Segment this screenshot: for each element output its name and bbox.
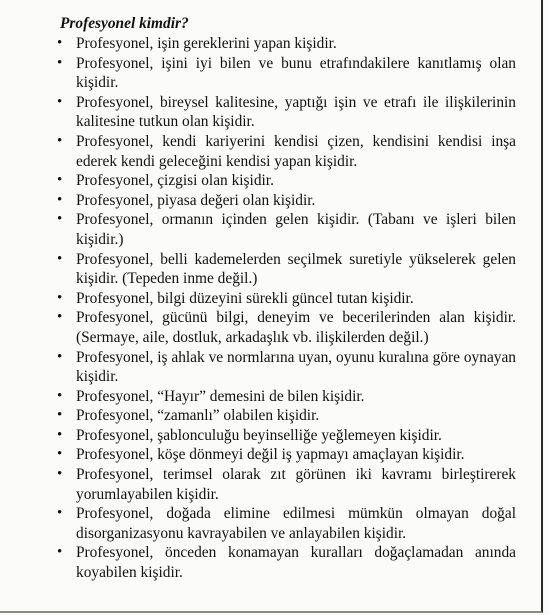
list-item-text: Profesyonel, terimsel olarak zıt görünen iki kavramı birleştirerek yorumlayabilen kişidir. [76,466,516,503]
list-item [56,171,516,191]
list-item [56,465,516,504]
list-item-text: Profesyonel, “Hayır” demesini de bilen kişidir. [76,387,365,405]
list-item-text: Profesyonel, kendi kariyerini kendisi çizen, kendisini kendisi inşa ederek kendi geleceğini kendisi yapan kişidir. [76,132,516,170]
list-item-text: Profesyonel, önceden konamayan kuralları doğaçlamadan anında koyabilen kişidir. [76,544,516,582]
list-item-text: Profesyonel, şablonculuğu beyinselliğe yeğlemeyen kişidir. [76,426,442,444]
bullet-icon: • [57,289,63,306]
list-item [56,54,516,93]
list-item-text: Profesyonel, bilgi düzeyini sürekli güncel tutan kişidir. [76,289,414,307]
list-item-text: Profesyonel, piyasa değeri olan kişidir. [76,191,316,209]
list-item [56,132,516,171]
bullet-icon: • [57,35,63,51]
list-item-text: Profesyonel, işin gereklerini yapan kişidir. [76,35,337,52]
bullet-icon: • [57,505,63,522]
list-item-text: Profesyonel, “zamanlı” olabilen kişidir. [76,407,320,425]
list-item-text: Profesyonel, iş ahlak ve normlarına uyan, oyunu kuralına göre oynayan kişidir. [76,348,516,386]
bullet-icon: • [57,54,63,71]
list-item [56,348,516,387]
list-item [56,93,516,132]
bullet-icon: • [57,172,63,189]
list-item-text: Profesyonel, köşe dönmeyi değil iş yapmayı amaçlayan kişidir. [76,446,465,464]
bullet-icon: • [57,466,63,483]
bullet-icon: • [57,211,63,228]
list-item-text: Profesyonel, belli kademelerden seçilmek suretiyle yükselerek gelen kişidir. (Tepeden inme değil.) [76,250,516,288]
list-item-text: Profesyonel, doğada elimine edilmesi mümkün olmayan doğal disorganizasyonu kavrayabilen ve anlayabilen kişidir. [76,505,516,542]
bullet-icon: • [57,132,63,149]
document-body [56,14,516,583]
list-item [56,289,516,309]
list-item [56,250,516,289]
list-item-text: Profesyonel, ormanın içinden gelen kişidir. (Tabanı ve işleri bilen kişidir.) [76,211,516,248]
bullet-icon: • [57,309,63,326]
list-item [56,387,516,407]
list-item-text: Profesyonel, çizgisi olan kişidir. [76,172,274,190]
list-item [56,445,516,465]
list-item [56,34,516,54]
section-title: Profesyonel kimdir? [60,15,189,32]
bullet-icon: • [57,348,63,365]
list-item [56,308,516,347]
bullet-icon: • [57,446,63,463]
bullet-icon: • [57,191,63,208]
bullet-list [56,34,516,583]
list-item [56,210,516,249]
bullet-icon: • [57,426,63,443]
list-item [56,543,516,582]
bullet-icon: • [57,93,63,110]
bullet-icon: • [57,387,63,404]
bullet-icon: • [57,407,63,424]
list-item [56,426,516,446]
list-item-text: Profesyonel, gücünü bilgi, deneyim ve becerilerinden alan kişidir. (Sermaye, aile, dostluk, arkadaşlık vb. ilişkilerden değil.) [76,309,516,346]
bullet-icon: • [57,544,63,561]
list-item [56,406,516,426]
list-item [56,504,516,543]
list-item-text: Profesyonel, işini iyi bilen ve bunu etrafındakilere kanıtlamış olan kişidir. [76,54,516,92]
list-item-text: Profesyonel, bireysel kalitesine, yaptığı işin ve etrafı ile ilişkilerinin kalitesine tutkun olan kişidir. [76,93,516,131]
bullet-icon: • [57,250,63,267]
list-item [56,191,516,211]
